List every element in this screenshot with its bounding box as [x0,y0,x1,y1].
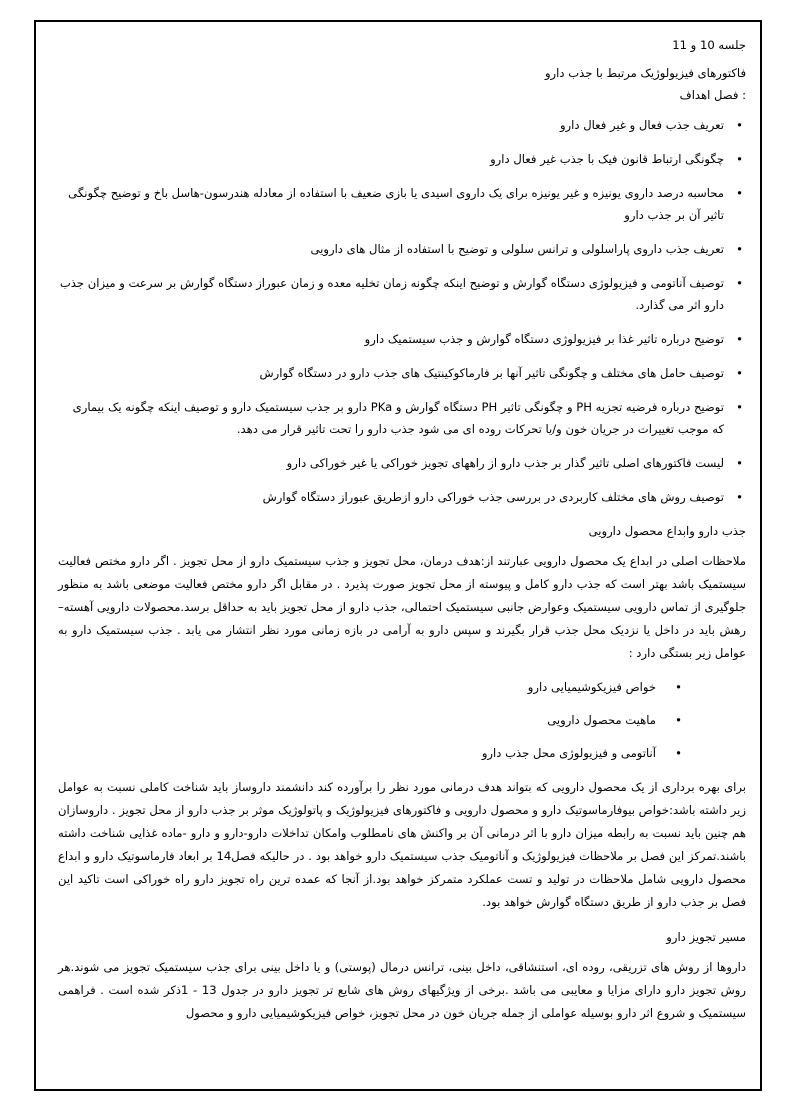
objective-item: • توصیف آناتومی و فیزیولوژی دستگاه گوارش و توضیح اینکه چگونه زمان تخلیه معده و زمان عبوراز دستگاه گوارش بر سرعت و میزان جذب دارو اثر می گذارد. [58,272,746,316]
objective-item: • توصیف حامل های مختلف و چگونگی تاثیر آنها بر فارماکوکینتیک های جذب دارو در دستگاه گوارش [58,362,746,384]
objective-item: • توضیح درباره فرضیه تجزیه PH و چگونگی تاثیر PH دستگاه گوارش و PKa دارو بر جذب سیستمیک دارو و توصیف اینکه چگونه یک بیماری که موجب تغییرات در جریان خون و/یا تحرکات روده ای می شود جذب دارو را تحت تاثیر قرار می دهد. [58,396,746,440]
factor-item: • ماهیت محصول دارویی [58,709,746,731]
objective-item: • توضیح درباره تاثیر غذا بر فیزیولوژی دستگاه گوارش و جذب سیستمیک دارو [58,328,746,350]
objective-item: • چگونگی ارتباط قانون فیک با جذب غیر فعال دارو [58,148,746,170]
chapter-title: فاکتورهای فیزیولوژیک مرتبط با جذب دارو [544,66,746,80]
body-paragraph: ملاحظات اصلی در ابداع یک محصول دارویی عبارتند از:هدف درمان، محل تجویز و جذب سیستمیک دارو از محل تجویز . اگر دارو مختص فعالیت سیستمیک باشد بهتر است که جذب دارو کامل و پیوسته از محل تجویز صورت پذیرد . در مقابل اگر دارو مختص فعالیت موضعی باشد به منظور جلوگیری از تماس دارویی سیستمیک وعوارض جانبی سیستمیک احتمالی، جذب دارو از محل تجویز باید به حداقل برسد.محصولات دارویی آهسته– رهش باید در داخل یا نزدیک محل جذب قرار بگیرند و سپس دارو به آرامی در بازه زمانی مورد نظر انتشار می یابد . جذب سیستمیک دارو به عوامل زیر بستگی دارد : [58,554,746,660]
objective-item: • لیست فاکتورهای اصلی تاثیر گذار بر جذب دارو از راههای تجویز خوراکی یا غیر خوراکی دارو [58,452,746,474]
objectives-list [58,114,746,508]
objective-item: • محاسبه درصد داروی یونیزه و غیر یونیزه برای یک داروی اسیدی یا بازی ضعیف با استفاده از معادله هندرسون-هاسل باخ و توضیح چگونگی تاثیر آن بر جذب دارو [58,182,746,226]
objective-item: • تعریف جذب داروی پاراسلولی و ترانس سلولی و توضیح با استفاده از مثال های دارویی [58,238,746,260]
factor-item: • آناتومی و فیزیولوژی محل جذب دارو [58,742,746,764]
factor-item: • خواص فیزیکوشیمیایی دارو [58,676,746,698]
body-paragraph: برای بهره برداری از یک محصول دارویی که بتواند هدف درمانی مورد نظر را برآورده کند دانشمند داروساز باید شناخت کاملی نسبت به عوامل زیر داشته باشد:خواص بیوفارماسوتیک دارو و محصول دارویی و فاکتورهای فیزیولوژیک و پاتولوژیک موثر بر جذب دارو از محل تجویز . داروسازان هم چنین باید نسبت به رابطه میزان دارو با اثر درمانی آن بر واکنش های نامطلوب وامکان تداخلات دارو-دارو و دارو -ماده غذایی شناخت داشته باشند.تمرکز این فصل بر ملاحظات فیزیولوژیک و آناتومیک جذب سیستمیک دارو خواهد بود . در حالیکه فصل14 بر ابعاد فارماسوتیک دارو و ابداع محصول دارویی شامل ملاحظات در تولید و تست عملکرد متمرکز خواهد بود.از آنجا که عمده ترین راه تجویز دارو راه خوراکی است تاکید این فصل بر جذب دارو از طریق دستگاه گوارش خواهد بود. [58,780,746,909]
section-heading: مسیر تجویز دارو [666,930,746,944]
section-heading: جذب دارو وابداع محصول دارویی [588,524,746,538]
objective-item: • تعریف جذب فعال و غیر فعال دارو [58,114,746,136]
document-page [34,20,762,1091]
body-paragraph: داروها از روش های تزریقی، روده ای، استنشاقی، داخل بینی، ترانس درمال (پوستی) و یا داخل بینی برای جذب سیستمیک تجویز می شوند.هر روش تجویز دارو دارای مزایا و معایبی می باشد .برخی از ویژگیهای روش های شایع تر تجویز دارو در جدول 13 - 1ذکر شده است . فراهمی سیستمیک و شروع اثر دارو بوسیله عواملی از جمله جریان خون در محل تجویز، خواص فیزیکوشیمیایی دارو و محصول [58,960,747,1020]
session-label: جلسه 10 و 11 [672,38,746,52]
document-body [36,22,760,1025]
objective-item: • توصیف روش های مختلف کاربردی در بررسی جذب خوراکی دارو ازطریق عبوراز دستگاه گوارش [58,486,746,508]
factors-list [58,676,746,764]
objectives-label: : فصل اهداف [679,88,746,102]
